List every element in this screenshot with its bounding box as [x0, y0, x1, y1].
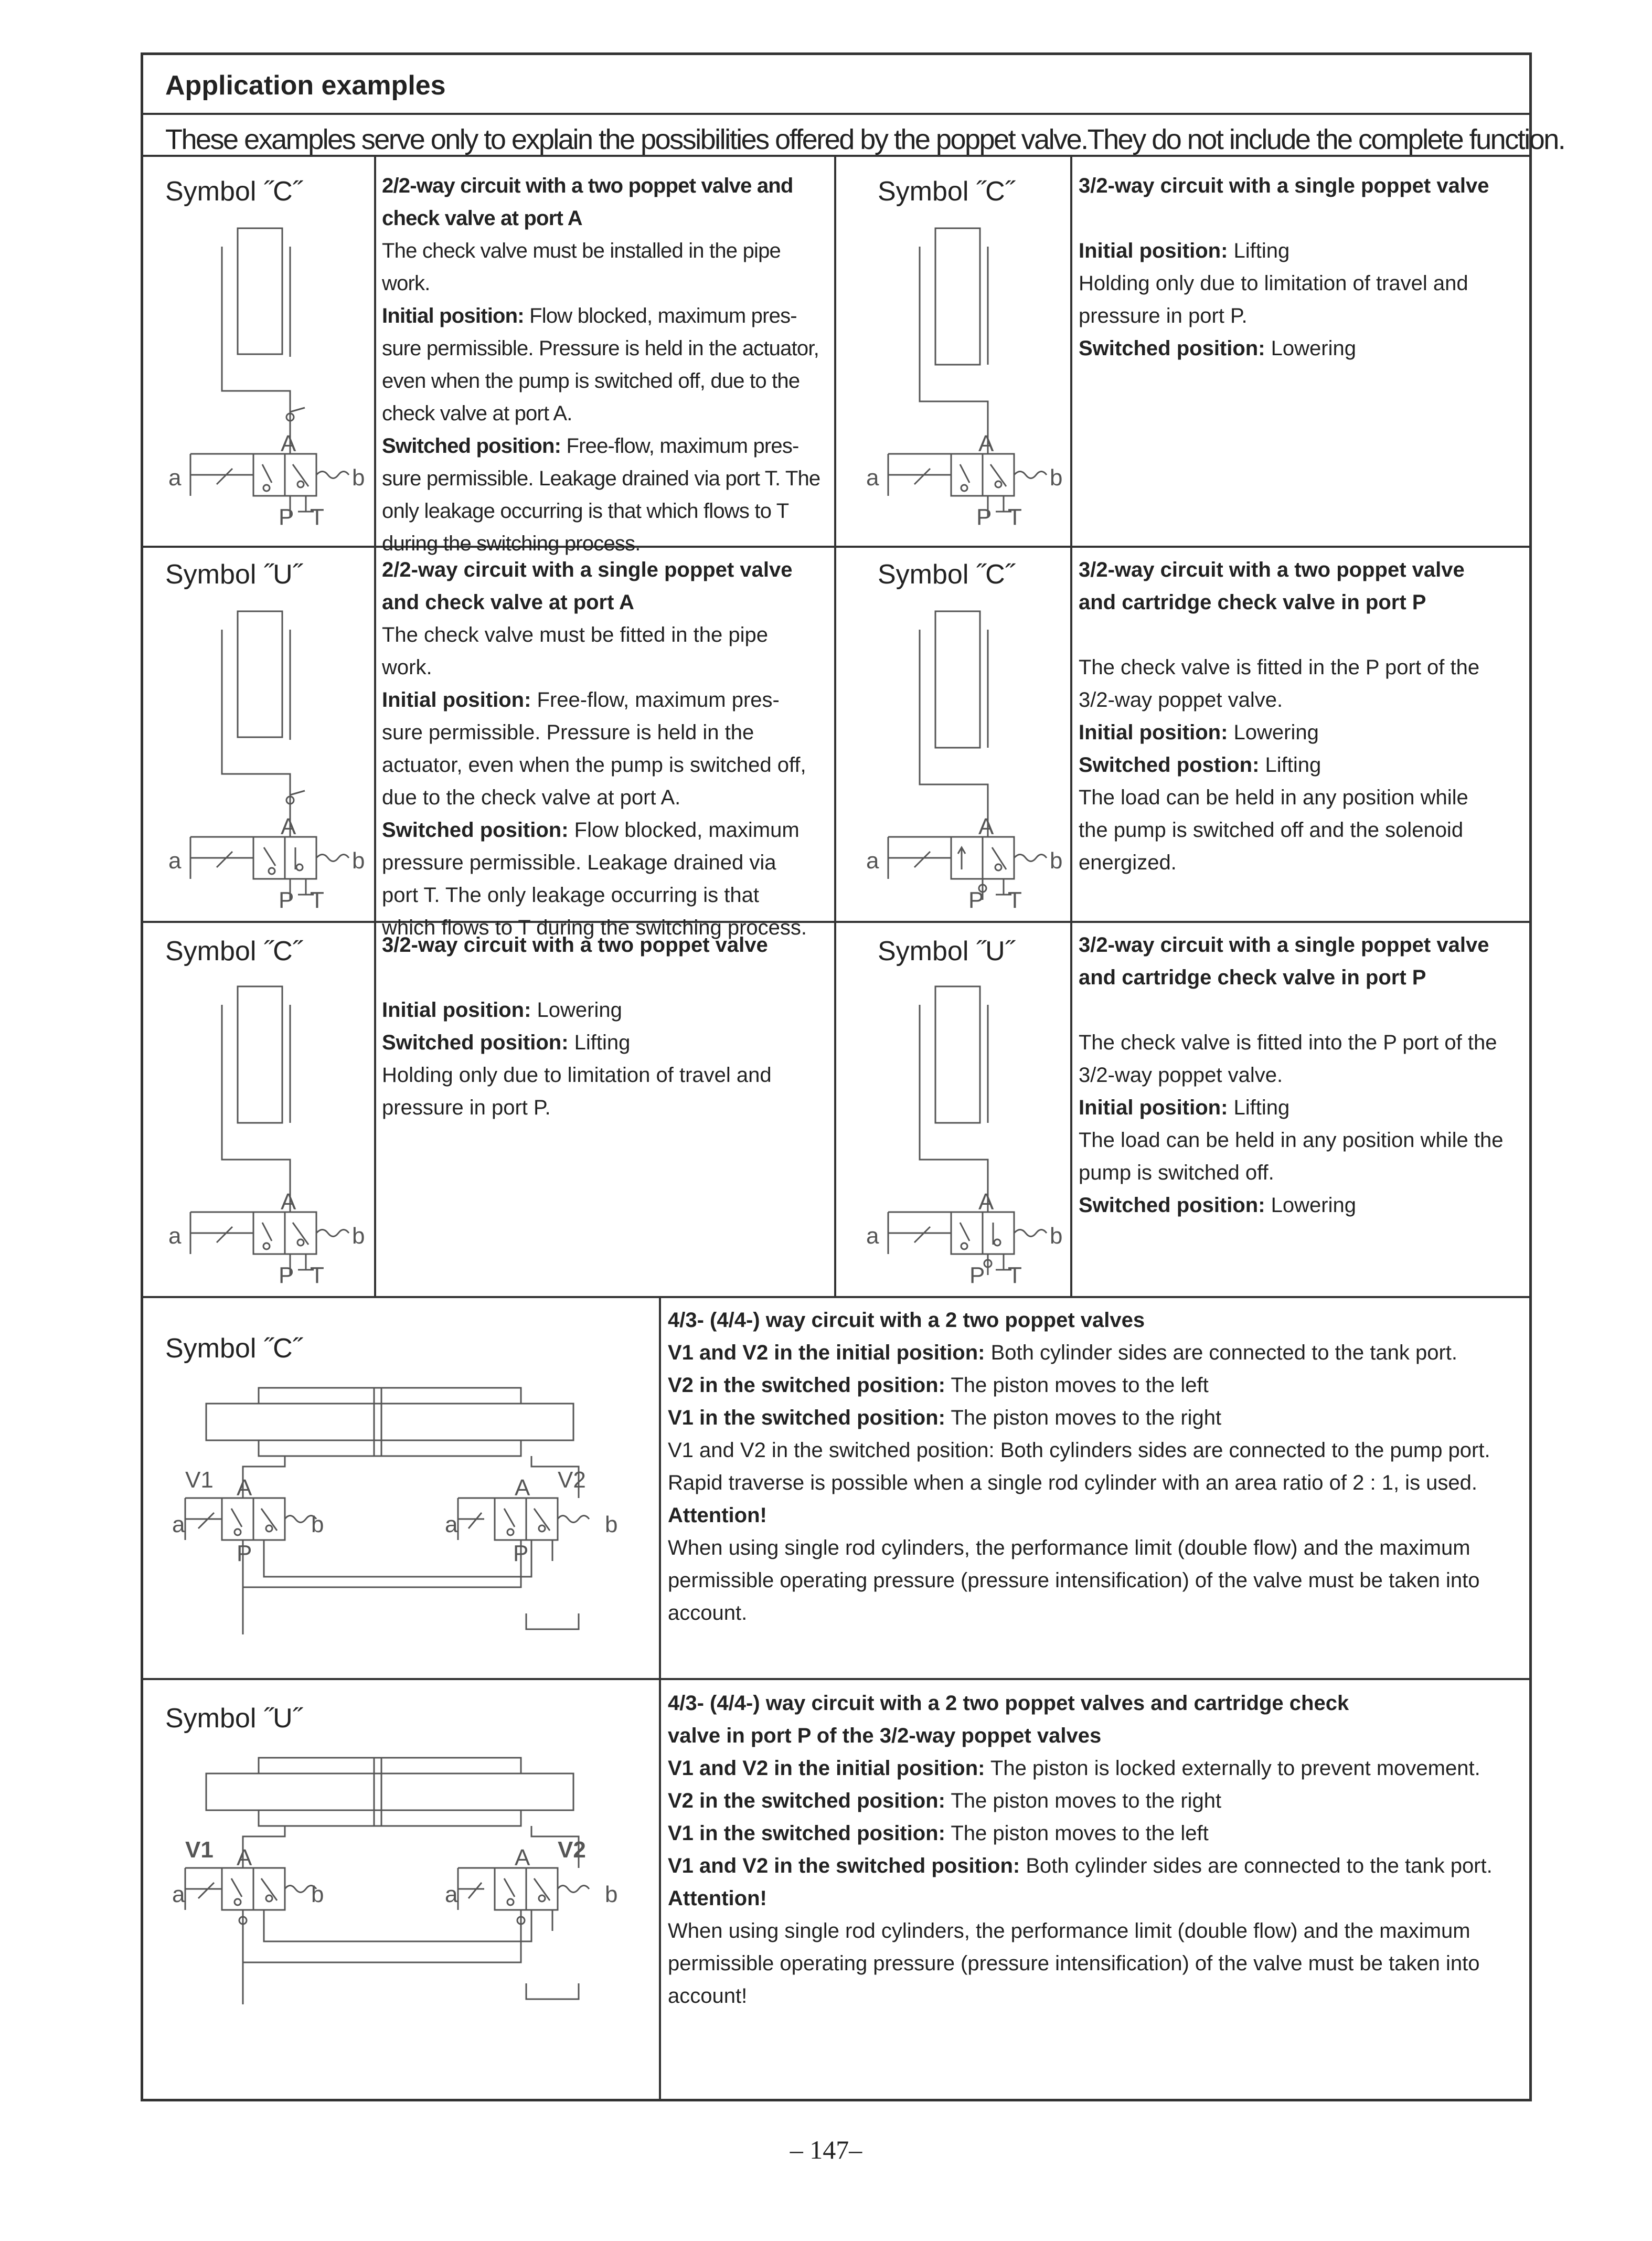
port-label: A — [978, 814, 994, 840]
port-label: P — [237, 1541, 252, 1566]
valve-label: V2 — [558, 1837, 586, 1863]
description: 4/3- (4/4-) way circuit with a 2 two poppet valves and cartridge check valve in port P of the 3/2-way poppet valves V1 and V2 in the initial position: The piston is locked externally to prevent movement. V2 in the switched position: The piston moves to the right V1 in the switched position: The piston moves to the left V1 and V2 in the switched position: Both cylinder sides are connected to the tank port. Attention! When using single rod cylinders, the performance limit (double flow) and the maximum permissible operating pressure (pressure intensification) of the valve must be taken into account! — [668, 1692, 1493, 2008]
valve-label: V2 — [558, 1467, 586, 1493]
port-label: P — [969, 1262, 985, 1288]
port-label: T — [310, 504, 324, 530]
port-label: b — [605, 1882, 618, 1907]
description: 3/2-way circuit with a single poppet valve Initial position: Lifting Holding only due to limitation of travel and pressure in port P. Switched position: Lowering — [1079, 174, 1489, 360]
port-label: a — [168, 848, 182, 874]
divider — [143, 921, 1529, 923]
divider — [374, 155, 376, 1296]
port-label: a — [866, 465, 879, 491]
symbol-label: Symbol ˝C˝ — [165, 1333, 302, 1364]
port-label: a — [445, 1882, 458, 1907]
circuit-diagram — [857, 976, 1067, 1291]
port-label: A — [978, 1189, 994, 1215]
port-label: P — [279, 1262, 294, 1288]
description: 3/2-way circuit with a two poppet valve Initial position: Lowering Switched position: Lifting Holding only due to limitation of travel and pressure in port P. — [382, 933, 772, 1119]
divider — [143, 1678, 1529, 1680]
port-label: b — [311, 1512, 324, 1537]
port-label: b — [352, 848, 365, 874]
port-label: T — [1008, 504, 1022, 530]
port-label: a — [168, 1223, 182, 1249]
port-label: A — [515, 1475, 530, 1501]
circuit-diagram — [159, 976, 369, 1291]
port-label: A — [281, 814, 296, 840]
port-label: P — [279, 887, 294, 913]
circuit-diagram — [857, 601, 1067, 916]
description: 3/2-way circuit with a single poppet valve and cartridge check valve in port P The check valve is fitted into the P port of the 3/2-way poppet valve. Initial position: Lifting The load can be held in any position while the pump is switched off. Switched position: Lowering — [1079, 933, 1504, 1217]
divider — [143, 546, 1529, 548]
symbol-label: Symbol ˝U˝ — [165, 559, 302, 590]
description: 3/2-way circuit with a two poppet valve and cartridge check valve in port P The check valve is fitted in the P port of the 3/2-way poppet valve. Initial position: Lowering Switched postion: Lifting The load can be held in any position while the pump is switched off and the solenoid energized. — [1079, 558, 1480, 874]
port-label: a — [172, 1512, 185, 1537]
port-label: P — [279, 504, 294, 530]
port-label: a — [172, 1882, 185, 1907]
divider — [143, 1296, 1529, 1298]
port-label: b — [352, 465, 365, 491]
circuit-diagram — [159, 601, 369, 916]
port-label: T — [310, 887, 324, 913]
port-label: A — [237, 1475, 252, 1501]
port-label: b — [605, 1512, 618, 1537]
symbol-label: Symbol ˝C˝ — [165, 176, 302, 207]
port-label: b — [352, 1223, 365, 1249]
port-label: P — [968, 887, 984, 913]
port-label: a — [866, 1223, 879, 1249]
description: 4/3- (4/4-) way circuit with a 2 two poppet valves V1 and V2 in the initial position: Both cylinder sides are connected to the tank port. V2 in the switched position: The piston moves to the left V1 in the switched position: The piston moves to the right V1 and V2 in the switched position: Both cylinders sides are connected to the pump port. Rapid traverse is possible when a single rod cylinder with an area ratio of 2 : 1, is used. Attention! When using single rod cylinders, the performance limit (double flow) and the maximum permissible operating pressure (pressure intensification) of the valve must be taken into account. — [668, 1309, 1490, 1624]
valve-label: V1 — [185, 1467, 214, 1493]
divider — [143, 113, 1529, 115]
symbol-label: Symbol ˝C˝ — [165, 936, 302, 967]
divider — [834, 155, 836, 1296]
application-examples-table — [141, 52, 1565, 2101]
intro-text: These examples serve only to explain the possibilities offered by the poppet valve.They do not include the complete function. — [165, 124, 1565, 155]
port-label: a — [168, 465, 182, 491]
port-label: b — [1050, 848, 1063, 874]
symbol-label: Symbol ˝C˝ — [878, 176, 1015, 207]
description: 2/2-way circuit with a two poppet valve and check valve at port A The check valve must be installed in the pipe work. Initial position: Flow blocked, maximum pres- sure permissible. Pressure is held in the actuator, even when the pump is switched off, due to the check valve at port A. Switched position: Free-flow, maximum pres- sure permissible. Leakage drained via port T. The only leakage occurring is that which flows to T during the switching process. — [382, 174, 820, 555]
port-label: a — [866, 848, 879, 874]
port-label: A — [281, 1189, 296, 1215]
page-number: – 147– — [790, 2135, 862, 2164]
port-label: P — [976, 504, 992, 530]
symbol-label: Symbol ˝U˝ — [165, 1703, 302, 1734]
divider — [1070, 155, 1072, 1296]
symbol-label: Symbol ˝U˝ — [878, 936, 1015, 967]
port-label: T — [1008, 1262, 1022, 1288]
valve-label: V1 — [185, 1837, 214, 1863]
port-label: A — [978, 431, 994, 456]
port-label: P — [513, 1541, 529, 1566]
port-label: T — [310, 1262, 324, 1288]
page-title: Application examples — [165, 70, 446, 101]
divider — [659, 1296, 661, 2101]
port-label: A — [281, 431, 296, 456]
port-label: A — [237, 1845, 252, 1871]
port-label: a — [445, 1512, 458, 1537]
divider — [143, 155, 1529, 157]
symbol-label: Symbol ˝C˝ — [878, 559, 1015, 590]
port-label: A — [515, 1845, 530, 1871]
port-label: T — [1008, 887, 1022, 913]
circuit-diagram — [159, 218, 369, 533]
port-label: b — [1050, 1223, 1063, 1249]
port-label: b — [311, 1882, 324, 1907]
circuit-diagram — [164, 1383, 636, 1666]
circuit-diagram — [164, 1753, 636, 2036]
description: 2/2-way circuit with a single poppet valve and check valve at port A The check valve must be fitted in the pipe work. Initial position: Free-flow, maximum pres- sure permissible. Pressure is held in the actuator, even when the pump is switched off, due to the check valve at port A. Switched position: Flow blocked, maximum pressure permissible. Leakage drained via port T. The only leakage occurring is that which flows to T during the switching process. — [382, 558, 807, 939]
circuit-diagram — [857, 218, 1067, 533]
port-label: b — [1050, 465, 1063, 491]
